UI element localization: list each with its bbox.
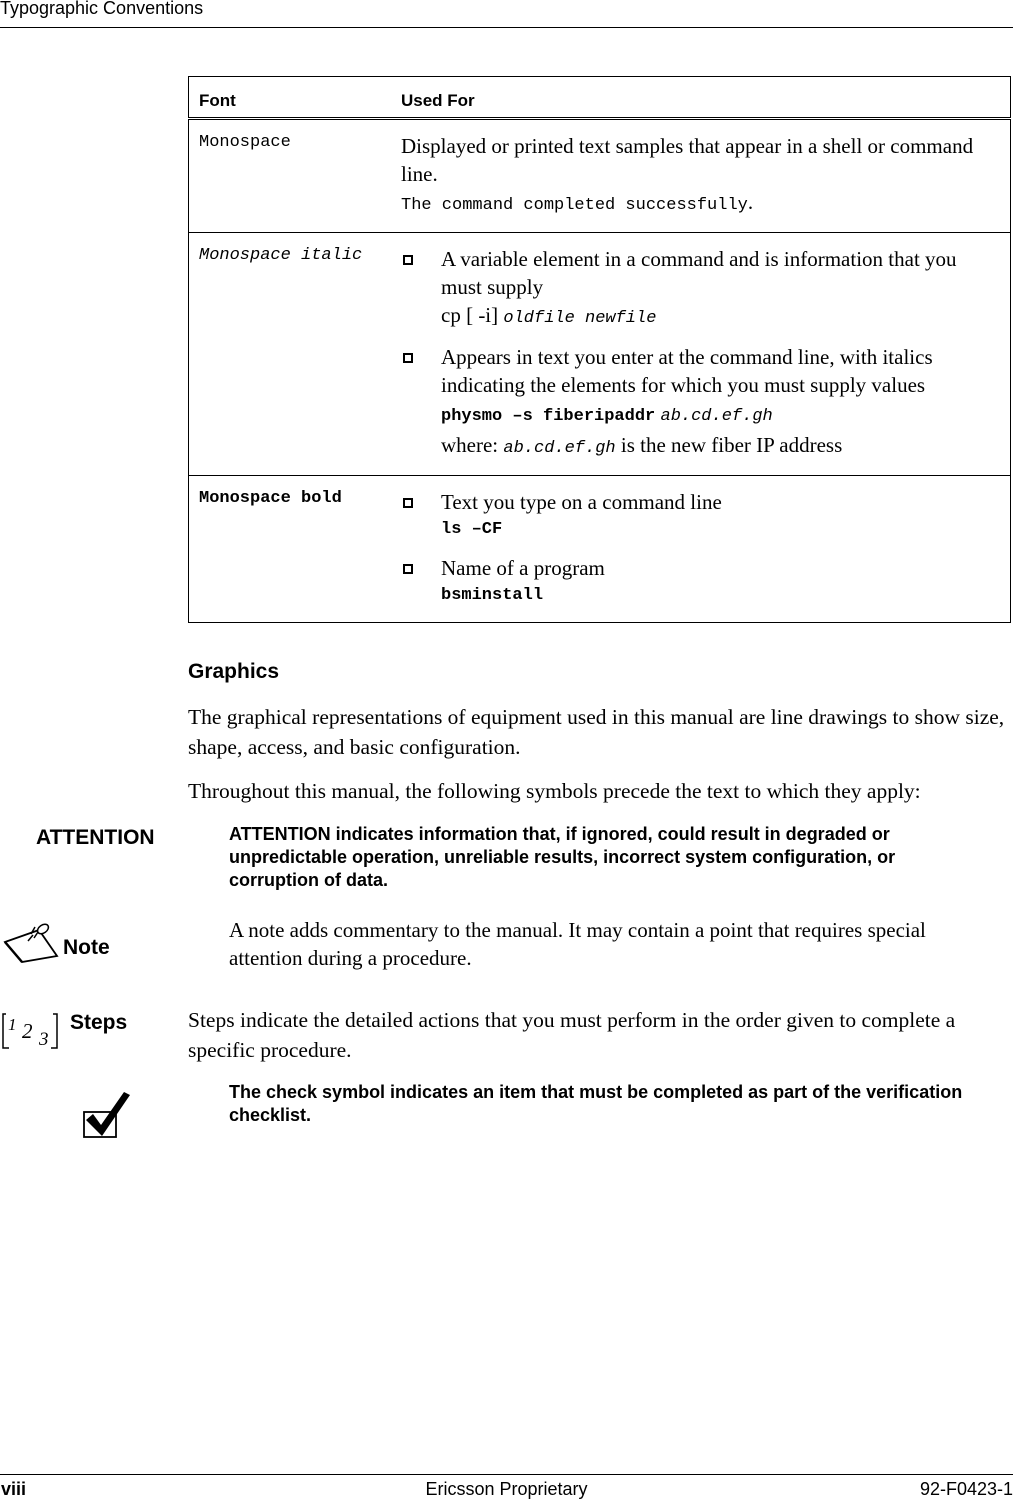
attention-text: ATTENTION indicates information that, if ignored, could result in degraded or unpredictable operation, unreliable results, incorrect system configuration, or corruption of data. (229, 824, 896, 890)
bullet-item (401, 554, 1000, 610)
where-suffix: is the new fiber IP address (615, 433, 843, 457)
example-command: ls –CF (441, 520, 503, 539)
steps-label: Steps (70, 1011, 128, 1034)
typographic-conventions-table (188, 76, 1011, 623)
footer-rule (0, 1474, 1013, 1475)
footer-proprietary: Ericsson Proprietary (425, 1479, 588, 1499)
column-header-font: Font (189, 77, 392, 119)
example-command: physmo –s fiberipaddr (441, 407, 656, 426)
table-row (189, 233, 1011, 476)
used-for-cell (391, 233, 1011, 476)
body-paragraph: The graphical representations of equipment used in this manual are line drawings to show size, shape, access, and basic configuration. (188, 705, 1005, 759)
bullet-text: Appears in text you enter at the command line, with italics indicating the elements for which you must supply values (441, 345, 933, 397)
check-text: The check symbol indicates an item that must be completed as part of the verification checklist. (229, 1082, 963, 1125)
table-row (189, 476, 1011, 623)
footer-doc-number: 92-F0423-1 (919, 1479, 1013, 1499)
steps-123-icon (1, 1012, 61, 1055)
table-row (189, 119, 1011, 233)
footer-page-number: viii (1, 1479, 27, 1499)
attention-label: ATTENTION (36, 826, 155, 849)
bullet-text: A variable element in a command and is information that you must supply (441, 247, 957, 299)
used-for-cell (391, 476, 1011, 623)
example-variable: ab.cd.ef.gh (660, 407, 773, 426)
svg-text:2: 2 (22, 1019, 33, 1043)
used-for-cell (391, 119, 1011, 233)
steps-text: Steps indicate the detailed actions that you must perform in the order given to complete a specific procedure. (188, 1008, 956, 1062)
table-header-row (189, 77, 1011, 119)
font-cell-monospace-italic: Monospace italic (189, 233, 392, 476)
example-prefix: cp [ -i] (441, 303, 504, 327)
checkmark-box-icon (82, 1090, 132, 1145)
example-text: The command completed successfully (401, 196, 748, 215)
font-cell-monospace-bold: Monospace bold (189, 476, 392, 623)
bullet-item (401, 343, 1000, 463)
example-suffix: . (747, 190, 754, 214)
bullet-text: Text you type on a command line (441, 490, 722, 514)
note-label: Note (63, 936, 110, 959)
svg-text:3: 3 (39, 1029, 49, 1050)
example-program: bsminstall (441, 586, 544, 605)
font-cell-monospace: Monospace (189, 119, 392, 233)
bullet-item (401, 245, 1000, 333)
bullet-item (401, 488, 1000, 544)
pushpin-note-icon (2, 922, 60, 969)
row-description: Displayed or printed text samples that appear in a shell or command line. (401, 134, 974, 186)
example-variable: oldfile newfile (503, 309, 657, 328)
column-header-used-for: Used For (391, 77, 1011, 119)
section-heading-graphics: Graphics (188, 660, 280, 683)
body-paragraph: Throughout this manual, the following symbols precede the text to which they apply: (188, 779, 921, 803)
bullet-text: Name of a program (441, 556, 605, 580)
running-header-title: Typographic Conventions (0, 0, 204, 18)
where-variable: ab.cd.ef.gh (503, 439, 616, 458)
note-text: A note adds commentary to the manual. It may contain a point that requires special attention during a procedure. (229, 918, 926, 970)
where-prefix: where: (441, 433, 504, 457)
header-rule (0, 27, 1013, 28)
svg-text:1: 1 (8, 1015, 17, 1034)
